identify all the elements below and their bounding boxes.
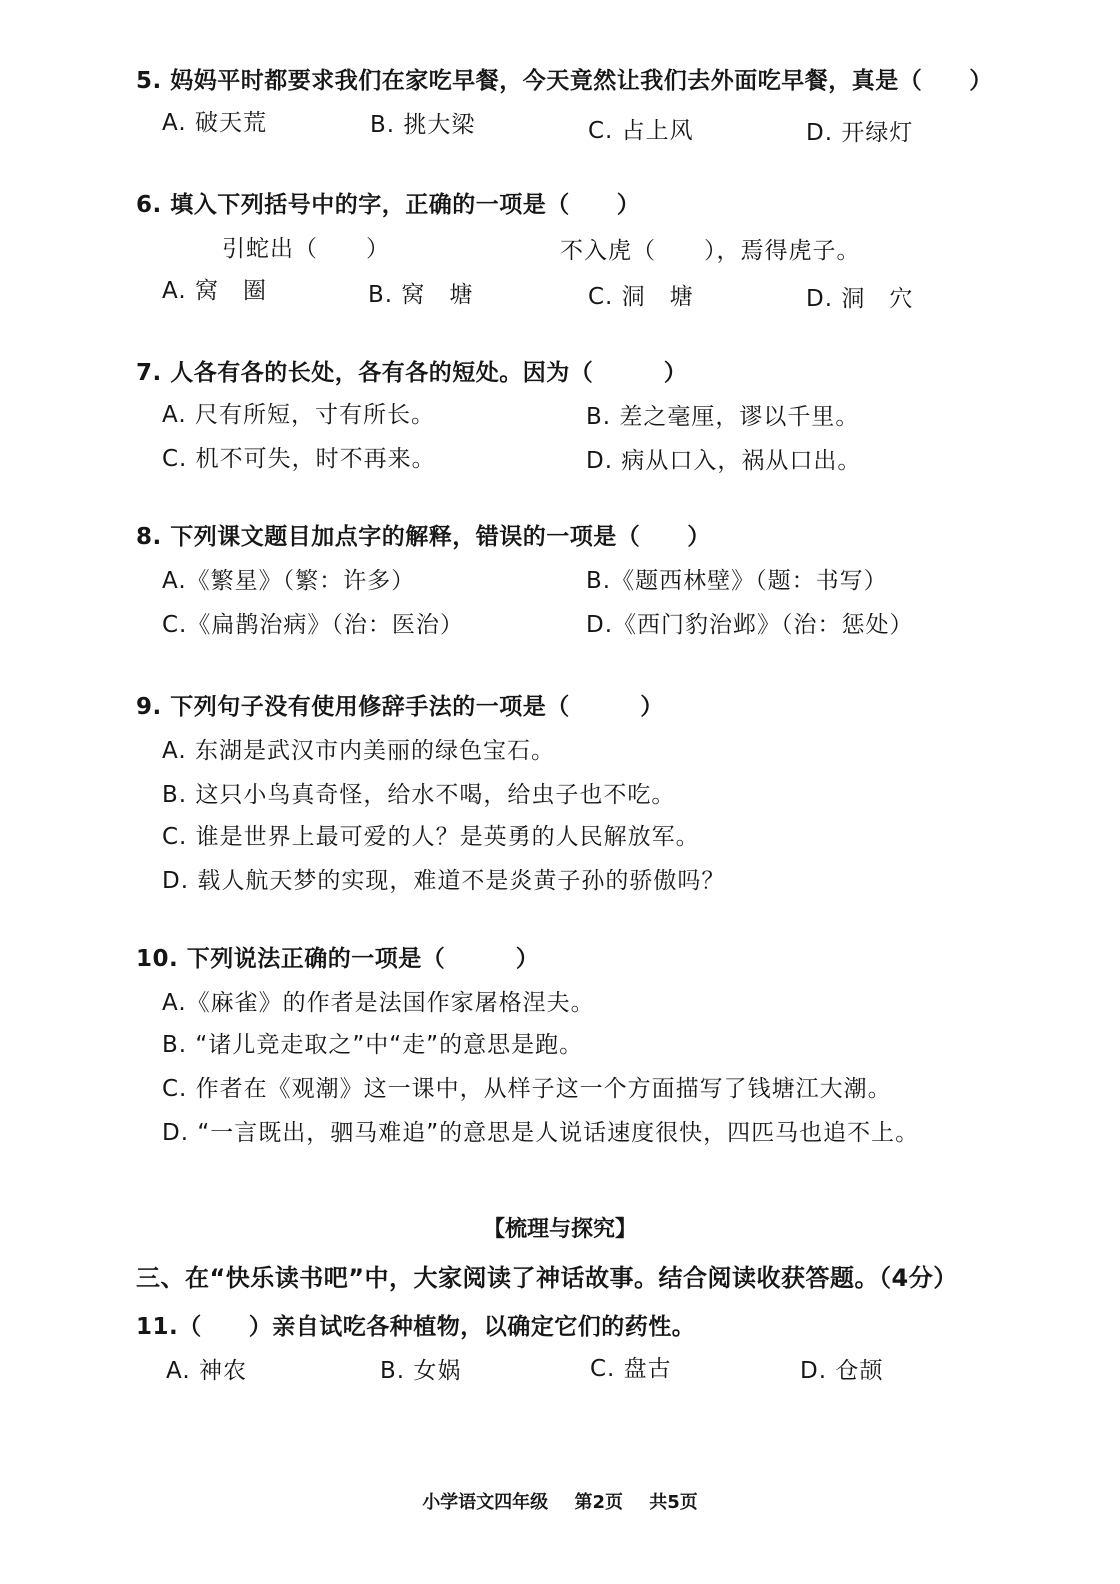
question-5-stem: 5. 妈妈平时都要求我们在家吃早餐，今天竟然让我们去外面吃早餐，真是（ ） [136,68,993,94]
question-5-option-c: C. 占上风 [588,118,694,144]
section-heading: 三、在“快乐读书吧”中，大家阅读了神话故事。结合阅读收获答题。（4分） [136,1264,958,1292]
question-9-option-c: C. 谁是世界上最可爱的人？是英勇的人民解放军。 [162,824,700,850]
question-7-option-a: A. 尺有所短，寸有所长。 [162,402,435,428]
question-7-option-b: B. 差之毫厘，谬以千里。 [586,404,860,430]
question-6-option-d: D. 洞 穴 [806,286,914,312]
question-5-option-b: B. 挑大梁 [370,112,476,138]
footer-total-pages: 共5页 [649,1492,698,1513]
footer-subject: 小学语文四年级 [422,1492,549,1513]
question-6-blank-2: 不入虎（ ），焉得虎子。 [560,238,861,264]
question-11-option-d: D. 仓颉 [800,1358,884,1384]
question-9-option-d: D. 载人航天梦的实现，难道不是炎黄子孙的骄傲吗？ [162,868,726,894]
question-10-option-b: B. “诸儿竞走取之”中“走”的意思是跑。 [162,1032,584,1058]
question-10-option-d: D. “一言既出，驷马难追”的意思是人说话速度很快，四匹马也追不上。 [162,1120,920,1146]
question-10-option-c: C. 作者在《观潮》这一课中，从样子这一个方面描写了钱塘江大潮。 [162,1076,892,1102]
question-7-stem: 7. 人各有各的长处，各有各的短处。因为（ ） [136,360,688,386]
question-5-option-d: D. 开绿灯 [806,120,914,146]
question-6-option-a: A. 窝 圈 [162,278,267,304]
question-6-blank-1: 引蛇出（ ） [222,236,390,262]
question-10-option-a: A.《麻雀》的作者是法国作家屠格涅夫。 [162,990,595,1016]
question-11-option-c: C. 盘古 [590,1356,672,1382]
question-6-option-b: B. 窝 塘 [368,282,474,308]
section-title: 【梳理与探究】 [482,1217,637,1242]
question-8-option-c: C.《扁鹊治病》（治：医治） [162,612,464,638]
question-8-option-b: B.《题西林壁》（题：书写） [586,568,888,594]
question-10-stem: 10. 下列说法正确的一项是（ ） [136,946,540,972]
question-5-option-a: A. 破天荒 [162,110,267,136]
question-9-option-b: B. 这只小鸟真奇怪，给水不喝，给虫子也不吃。 [162,782,676,808]
question-8-option-d: D.《西门豹治邺》（治：惩处） [586,612,914,638]
question-9-option-a: A. 东湖是武汉市内美丽的绿色宝石。 [162,738,555,764]
question-11-stem: 11.（ ）亲自试吃各种植物，以确定它们的药性。 [136,1314,696,1340]
question-8-option-a: A.《繁星》（繁：许多） [162,568,416,594]
question-11-option-b: B. 女娲 [380,1358,462,1384]
page-footer [0,1488,1120,1514]
question-11-option-a: A. 神农 [166,1358,247,1384]
question-6-option-c: C. 洞 塘 [588,284,694,310]
question-6-stem: 6. 填入下列括号中的字，正确的一项是（ ） [136,192,641,218]
question-7-option-c: C. 机不可失，时不再来。 [162,446,436,472]
question-7-option-d: D. 病从口入，祸从口出。 [586,448,862,474]
question-9-stem: 9. 下列句子没有使用修辞手法的一项是（ ） [136,694,664,720]
question-8-stem: 8. 下列课文题目加点字的解释，错误的一项是（ ） [136,524,711,550]
footer-page-number: 第2页 [574,1492,623,1513]
